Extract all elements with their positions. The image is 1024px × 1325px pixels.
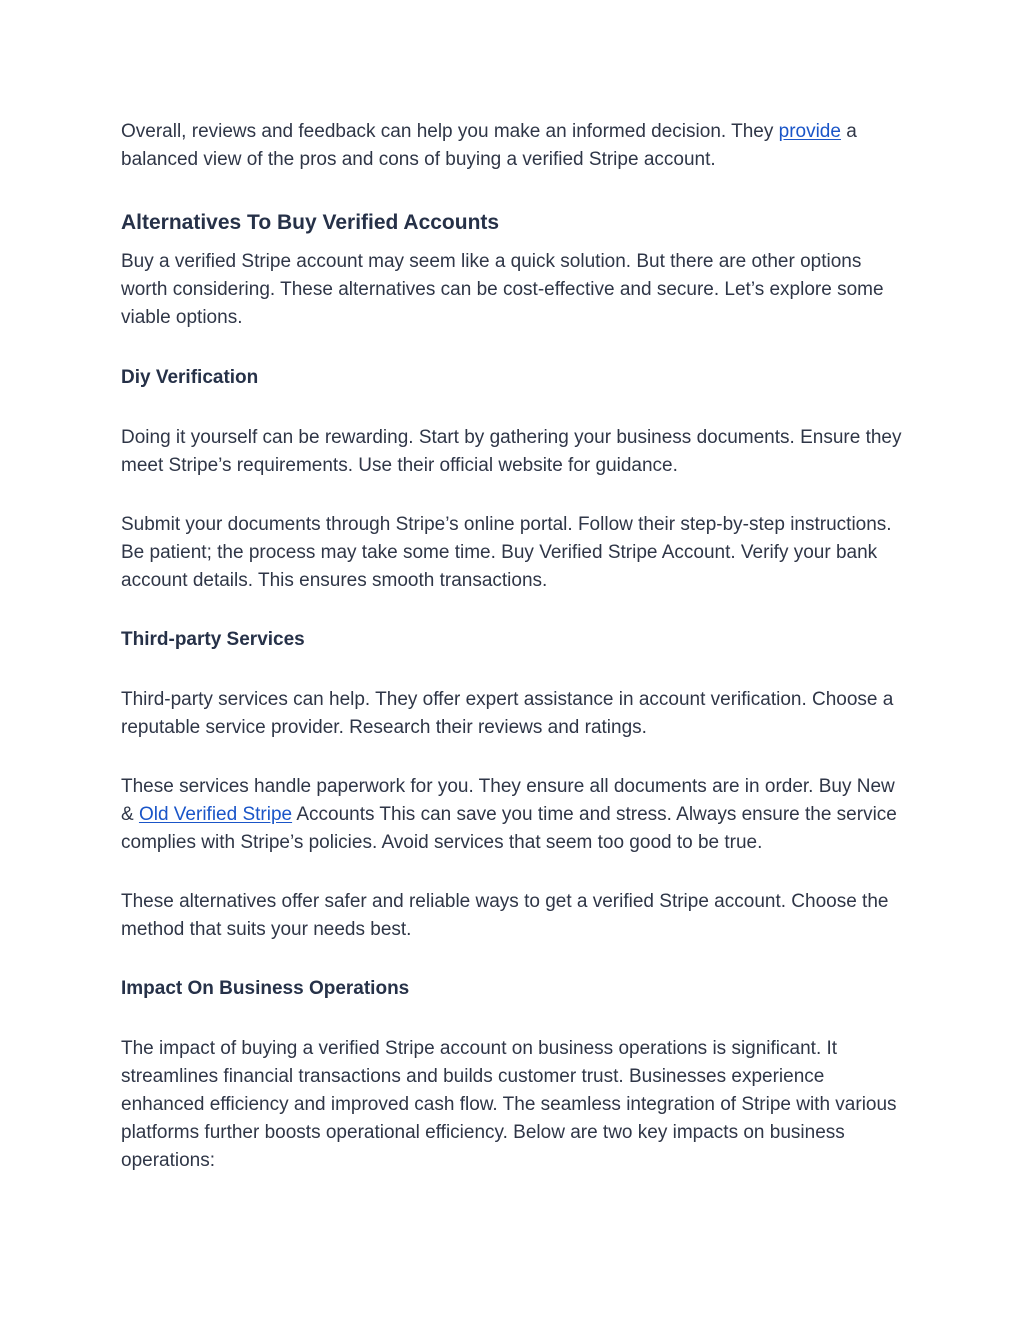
paragraph-text: Accounts This can save you time and stress. Always ensure the service complies with Stripe’s policies. Avoid services that seem too good to be true. xyxy=(121,804,897,853)
paragraph-text: Overall, reviews and feedback can help you make an informed decision. They xyxy=(121,121,779,142)
paragraph-reviews-summary xyxy=(121,118,911,174)
paragraph-diy-start: Doing it yourself can be rewarding. Start by gathering your business documents. Ensure they meet Stripe’s requirements. Use their official website for guidance. xyxy=(121,427,902,476)
heading-third-party-services: Third-party Services xyxy=(121,629,305,650)
paragraph-impact-intro: The impact of buying a verified Stripe account on business operations is significant. It streamlines financial transactions and builds customer trust. Businesses experience enhanced efficiency and improved cash flow. The seamless integration of Stripe with various platforms further boosts operational efficiency. Below are two key impacts on business operations: xyxy=(121,1038,897,1171)
paragraph-text: a balanced view of the pros and cons of buying a verified Stripe account. xyxy=(121,121,857,170)
heading-diy-verification: Diy Verification xyxy=(121,367,259,388)
paragraph-diy-submit: Submit your documents through Stripe’s online portal. Follow their step-by-step instructions. Be patient; the process may take some time. Buy Verified Stripe Account. Verify your bank account details. This ensures smooth transactions. xyxy=(121,514,892,591)
paragraph-alternatives-intro: Buy a verified Stripe account may seem like a quick solution. But there are other options worth considering. These alternatives can be cost-effective and secure. Let’s explore some viable options. xyxy=(121,251,884,328)
paragraph-third-party-paperwork xyxy=(121,773,911,857)
paragraph-alternatives-summary: These alternatives offer safer and reliable ways to get a verified Stripe account. Choose the method that suits your needs best. xyxy=(121,891,889,940)
paragraph-text: These services handle paperwork for you. They ensure all documents are in order. Buy New & xyxy=(121,776,895,825)
heading-alternatives: Alternatives To Buy Verified Accounts xyxy=(121,211,500,234)
old-verified-stripe-link[interactable]: Old Verified Stripe xyxy=(138,804,293,825)
document-page xyxy=(121,118,911,1175)
heading-impact-business-operations: Impact On Business Operations xyxy=(121,978,410,999)
provide-link[interactable]: provide xyxy=(778,121,841,142)
paragraph-third-party-help: Third-party services can help. They offer expert assistance in account verification. Choose a reputable service provider. Research their reviews and ratings. xyxy=(121,689,894,738)
